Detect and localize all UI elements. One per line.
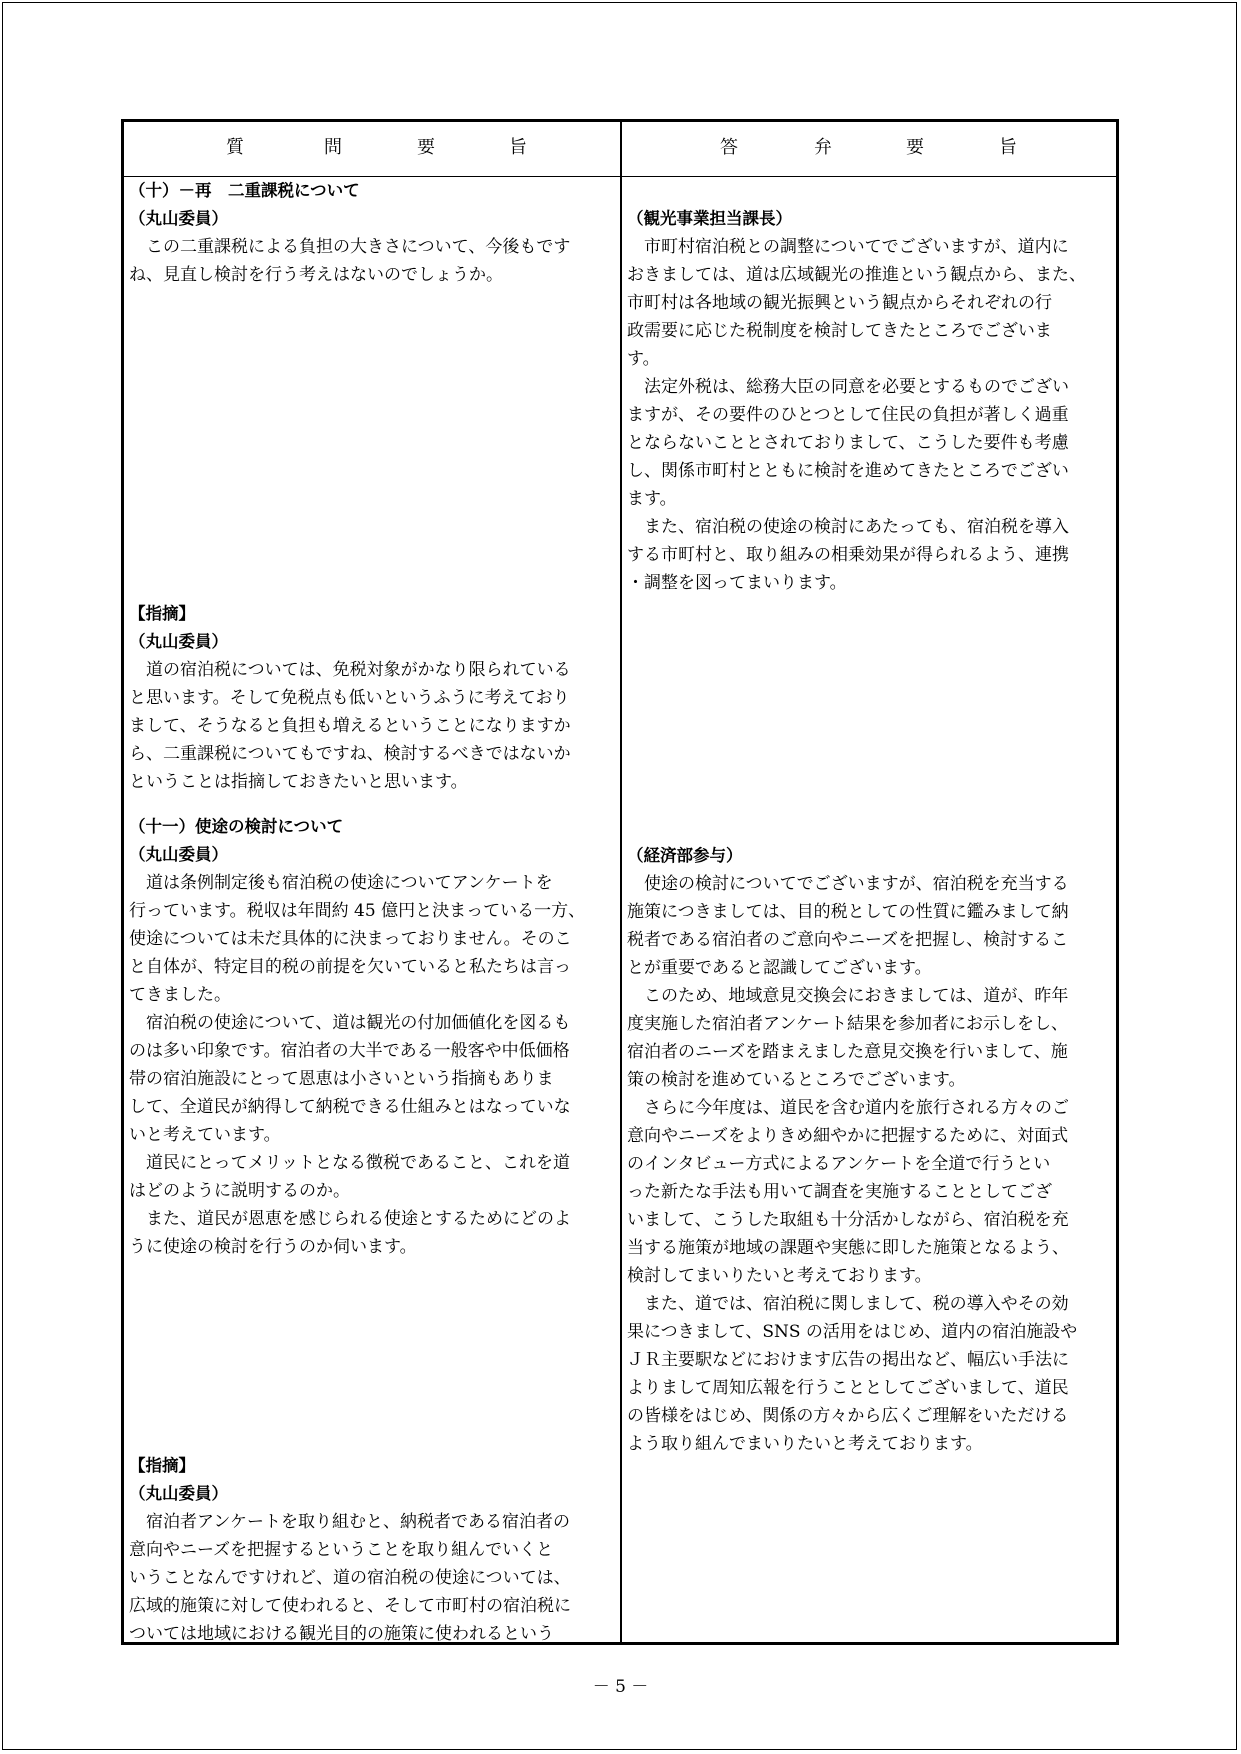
section-title: 【指摘】 bbox=[129, 604, 195, 623]
question-section-10 bbox=[129, 177, 617, 289]
header-question-char-4: 旨 bbox=[509, 137, 527, 158]
text-line: 施策につきましては、目的税としての性質に鑑みまして納 bbox=[627, 902, 1069, 922]
section-title: 【指摘】 bbox=[129, 1456, 195, 1475]
text-line: 税者である宿泊者のご意向やニーズを把握し、検討するこ bbox=[627, 930, 1069, 950]
text-line: ますが、その要件のひとつとして住民の負担が著しく過重 bbox=[627, 405, 1069, 425]
header-answer-char-1: 答 bbox=[720, 137, 738, 158]
text-line: よう取り組んでまいりたいと考えております。 bbox=[627, 1434, 983, 1454]
text-line: った新たな手法も用いて調査を実施することとしてござ bbox=[627, 1182, 1052, 1202]
text-line: いまして、こうした取組も十分活かしながら、宿泊税を充 bbox=[627, 1210, 1069, 1230]
speaker-label: （経済部参与） bbox=[627, 846, 743, 865]
text-line: す。 bbox=[627, 349, 660, 369]
text-line: して、全道民が納得して納税できる仕組みとはなっていな bbox=[129, 1097, 571, 1117]
text-line: のインタビュー方式によるアンケートを全道で行うとい bbox=[627, 1154, 1051, 1174]
text-line: ね、見直し検討を行う考えはないのでしょうか。 bbox=[129, 265, 503, 285]
text-line: ということは指摘しておきたいと思います。 bbox=[129, 772, 468, 792]
answer-section-1 bbox=[627, 205, 1114, 597]
text-line: する市町村と、取り組みの相乗効果が得られるよう、連携 bbox=[627, 545, 1069, 565]
text-line: この二重課税による負担の大きさについて、今後もです bbox=[146, 237, 571, 257]
text-line: のは多い印象です。宿泊者の大半である一般客や中低価格 bbox=[129, 1041, 570, 1061]
text-line: の皆様をはじめ、関係の方々から広くご理解をいただける bbox=[627, 1406, 1069, 1426]
text-line: 広域的施策に対して使われると、そして市町村の宿泊税に bbox=[129, 1596, 571, 1616]
text-line: 策の検討を進めているところでございます。 bbox=[627, 1070, 966, 1090]
text-line: このため、地域意見交換会におきましては、道が、昨年 bbox=[644, 986, 1069, 1006]
header-question-char-2: 問 bbox=[324, 137, 342, 158]
text-line: 意向やニーズをよりきめ細やかに把握するために、対面式 bbox=[627, 1126, 1069, 1146]
text-line: いと考えています。 bbox=[129, 1125, 281, 1145]
text-line: し、関係市町村とともに検討を進めてきたところでござい bbox=[627, 461, 1069, 481]
text-line: ・調整を図ってまいります。 bbox=[627, 573, 847, 593]
text-line: よりまして周知広報を行うこととしてございまして、道民 bbox=[627, 1378, 1069, 1398]
text-line: 帯の宿泊施設にとって恩恵は小さいという指摘もありま bbox=[129, 1069, 554, 1089]
text-line: まして、そうなると負担も増えるということになりますか bbox=[129, 716, 571, 736]
text-line: 度実施した宿泊者アンケート結果を参加者にお示しをし、 bbox=[627, 1014, 1068, 1034]
text-line: また、道では、宿泊税に関しまして、税の導入やその効 bbox=[644, 1294, 1069, 1314]
answer-section-2 bbox=[627, 842, 1114, 1458]
page-number: － 5 － bbox=[592, 1677, 649, 1697]
text-line: ＪＲ主要駅などにおけます広告の掲出など、幅広い手法に bbox=[627, 1350, 1069, 1370]
text-line: うに使途の検討を行うのか伺います。 bbox=[129, 1237, 417, 1257]
text-line: おきましては、道は広域観光の推進という観点から、また、 bbox=[627, 265, 1086, 285]
speaker-label: （観光事業担当課長） bbox=[627, 209, 792, 228]
text-line: 果につきまして、SNS の活用をはじめ、道内の宿泊施設や bbox=[627, 1322, 1078, 1342]
text-line: また、道民が恩恵を感じられる使途とするためにどのよ bbox=[146, 1209, 571, 1229]
text-line: はどのように説明するのか。 bbox=[129, 1181, 350, 1201]
text-line: 道の宿泊税については、免税対象がかなり限られている bbox=[146, 660, 571, 680]
text-line: 使途の検討についてでございますが、宿泊税を充当する bbox=[644, 874, 1069, 894]
text-line: 道民にとってメリットとなる徴税であること、これを道 bbox=[146, 1153, 570, 1173]
answer-column bbox=[627, 177, 1114, 1642]
speaker-label: （丸山委員） bbox=[129, 209, 228, 228]
section-title: （十）－再 二重課税について bbox=[129, 181, 360, 200]
speaker-label: （丸山委員） bbox=[129, 632, 228, 651]
speaker-label: （丸山委員） bbox=[129, 845, 228, 864]
text-line: また、宿泊税の使途の検討にあたっても、宿泊税を導入 bbox=[644, 517, 1069, 537]
text-line: 宿泊者のニーズを踏まえました意見交換を行いまして、施 bbox=[627, 1042, 1068, 1062]
remark-section-1 bbox=[129, 600, 617, 796]
text-line: 行っています。税収は年間約 45 億円と決まっている一方、 bbox=[129, 901, 586, 921]
header-answer-char-3: 要 bbox=[906, 137, 924, 158]
speaker-label: （丸山委員） bbox=[129, 1484, 228, 1503]
remark-section-2 bbox=[129, 1452, 617, 1642]
text-line: 宿泊税の使途について、道は観光の付加価値化を図るも bbox=[146, 1013, 571, 1033]
text-line: 検討してまいりたいと考えております。 bbox=[627, 1266, 932, 1286]
text-line: とが重要であると認識してございます。 bbox=[627, 958, 932, 978]
table-header bbox=[124, 122, 1116, 177]
text-line: 宿泊者アンケートを取り組むと、納税者である宿泊者の bbox=[146, 1512, 570, 1532]
text-line: 法定外税は、総務大臣の同意を必要とするものでござい bbox=[644, 377, 1069, 397]
section-title: （十一）使途の検討について bbox=[129, 817, 344, 836]
text-line: 政需要に応じた税制度を検討してきたところでございま bbox=[627, 321, 1052, 341]
text-line: ます。 bbox=[627, 489, 677, 509]
qa-table bbox=[121, 119, 1119, 1645]
header-answer-char-2: 弁 bbox=[814, 137, 832, 158]
text-line: と思います。そして免税点も低いというふうに考えており bbox=[129, 688, 570, 708]
text-line: ら、二重課税についてもですね、検討するべきではないか bbox=[129, 744, 571, 764]
text-line: 当する施策が地域の課題や実態に即した施策となるよう、 bbox=[627, 1238, 1069, 1258]
text-line: 意向やニーズを把握するということを取り組んでいくと bbox=[129, 1540, 554, 1560]
question-section-11 bbox=[129, 813, 617, 1261]
header-question-char-1: 質 bbox=[226, 137, 244, 158]
text-line: 道は条例制定後も宿泊税の使途についてアンケートを bbox=[146, 873, 553, 893]
text-line: いうことなんですけれど、道の宿泊税の使途については、 bbox=[129, 1568, 571, 1588]
header-answer-char-4: 旨 bbox=[999, 137, 1017, 158]
question-column bbox=[129, 177, 617, 1642]
text-line: とならないこととされておりまして、こうした要件も考慮 bbox=[627, 433, 1069, 453]
text-line: さらに今年度は、道民を含む道内を旅行される方々のご bbox=[644, 1098, 1069, 1118]
text-line: ついては地域における観光目的の施策に使われるという bbox=[129, 1624, 554, 1642]
text-line: 使途については未だ具体的に決まっておりません。そのこ bbox=[129, 929, 572, 949]
text-line: と自体が、特定目的税の前提を欠いていると私たちは言っ bbox=[129, 957, 571, 977]
text-line: 市町村宿泊税との調整についてでございますが、道内に bbox=[644, 237, 1069, 257]
column-divider bbox=[620, 122, 622, 1642]
text-line: 市町村は各地域の観光振興という観点からそれぞれの行 bbox=[627, 293, 1052, 313]
header-question-char-3: 要 bbox=[417, 137, 435, 158]
text-line: てきました。 bbox=[129, 985, 231, 1005]
